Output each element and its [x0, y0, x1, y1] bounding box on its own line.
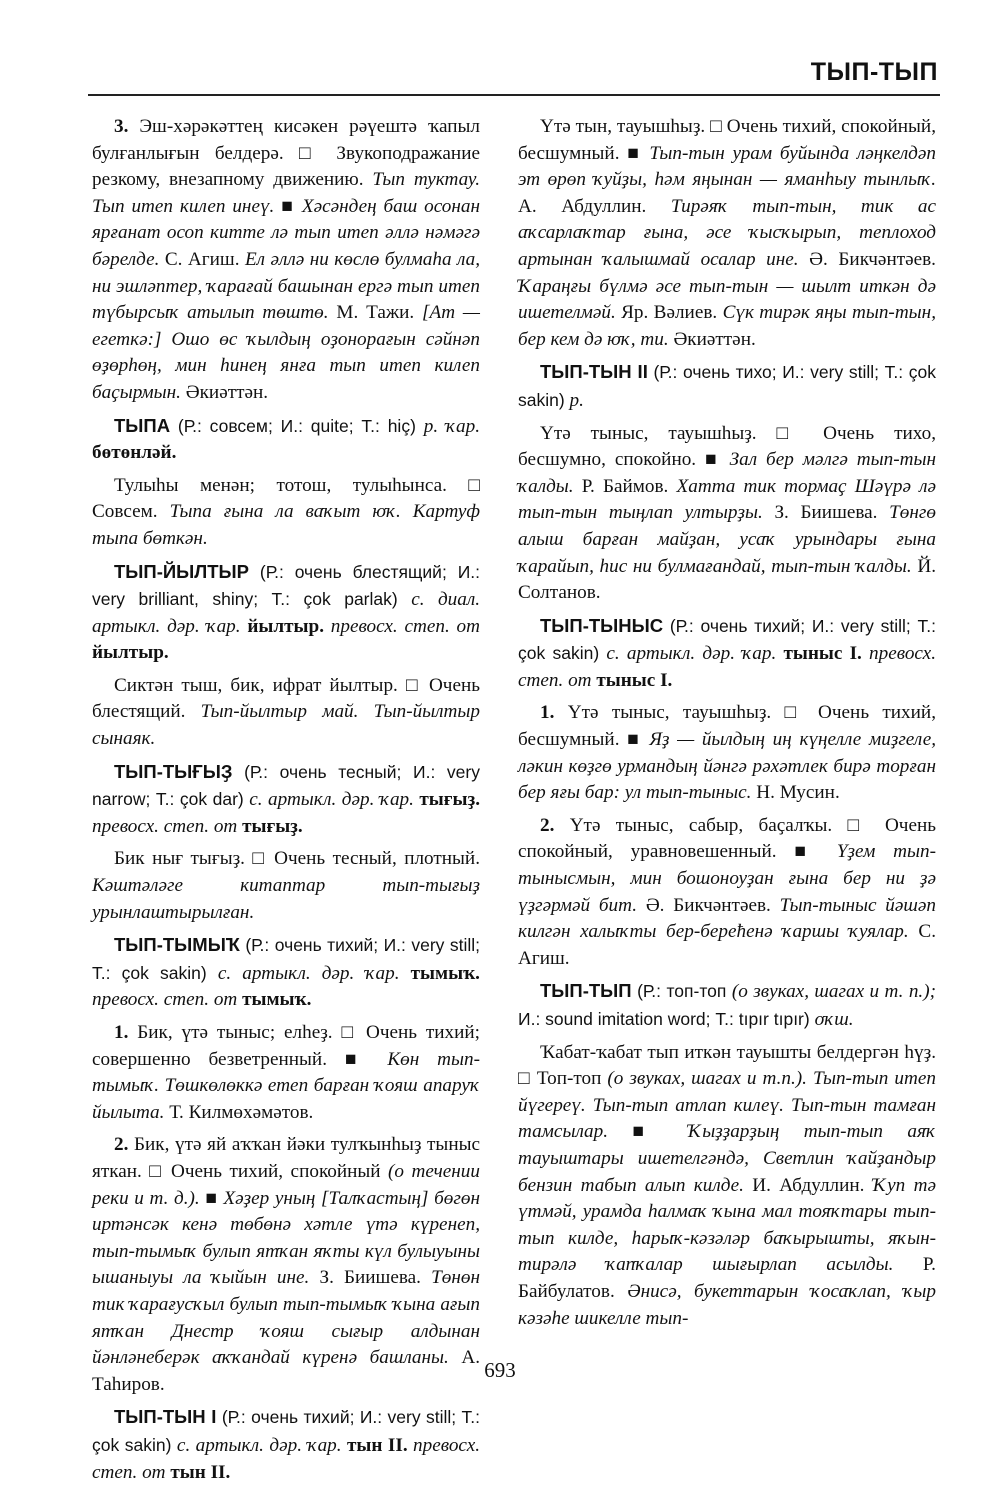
- dictionary-entry: ТЫП-ТЫН II (Р.: очень тихо; И.: very still; Т.: çok sakin) р.: [518, 361, 936, 411]
- dictionary-entry: ТЫП-ТЫН I (Р.: очень тихий; И.: very still; Т.: çok sakin) с. артыкл. дәр. ҡар. тын II. превосх. степ. от тын II.: [92, 1406, 481, 1483]
- entry-definition: Ҡабат-ҡабат тып иткән тауышты белдергән һүҙ. □ Топ-топ (о звуках, шагах и т.п.). Тып-тып итеп йүгереү. Тып-тып атлап килеү. Тып-тын тамған тамсылар. ■ Ҡыҙҙарҙың тып-тып аяҡ тауыштары ишетелгәндә, Светлин ҡайҙандыр бензин табып алып килде. И. Абдуллин. Ҡуп тә үтмәй, урамда һалмаҡ ҡына мал тояҡтары тып-тып килде, һарыҡ-кәзәләр баҡырышты, яҡын-тирәлә ҡапҡалар шығырлап асылды. Р. Байбулатов. Әнисә, букеттарын ҡосаҡлап, ҡыр кәзәһе шикелле тып-: [518, 1041, 936, 1329]
- entry-definition: Үтә тыныс, тауышһыҙ. □ Очень тихо, бесшумно, спокойно. ■ Зал бер мәлгә тып-тын ҡалды. Р. Баймов. Хатта тик тормаҫ Шәүрә лә тып-тын тыңлап ултырҙы. З. Биишева. Төнгө алыш барған майҙан, усаҡ урындары ғына ҡарайып, һис ни булмағандай, тып-тын ҡалды. Й. Солтанов.: [518, 422, 937, 604]
- dictionary-entry: ТЫП-ЙЫЛТЫР (Р.: очень блестящий; И.: very brilliant, shiny; Т.: çok parlak) с. диал. артыкл. дәр. ҡар. йылтыр. превосх. степ. от йылтыр.: [92, 560, 480, 664]
- dictionary-entry: ТЫП-ТЫП (Р.: топ-топ (о звуках, шагах и т. п.); И.: sound imitation word; Т.: tıpır tıpır) оҡш.: [518, 980, 937, 1030]
- entry-definition: Үтә тын, тауышһыҙ. □ Очень тихий, спокойный, бесшумный. ■ Тып-тын урам буйында ләңкелдәп эт өрөп ҡуйҙы, һәм яңынан — яманһыу тынлыҡ. А. Абдуллин. Тирәяҡ тып-тын, тик ас аҡсарлаҡтар ғына, әсе ҡысҡырып, теплоход артынан ҡалышмай осалар ине. Ә. Бикчәнтәев. Ҡараңғы бүлмә әсе тып-тын — шылт иткән дә ишетелмәй. Яр. Вәлиев. Сүк тирәк яңы тып-тын, бер кем дә юҡ, ти. Әкиәттән.: [518, 116, 937, 350]
- headword: ТЫП-ТЫП: [540, 980, 632, 1002]
- entry-sense: 2. Үтә тыныс, сабыр, баҫалҡы. □ Очень спокойный, уравновешенный. ■ Үҙем тып-тынысмын, мин бошоноуҙан ғына бер ни ҙә үҙгәрмәй бит. Ә. Бикчәнтәев. Тып-тыныс йәшәп килгән халыҡты бер-берећенә ҡаршы ҡуялар. С. Агиш.: [518, 814, 936, 969]
- entry-definition: Бик нығ тығыҙ. □ Очень тесный, плотный. Кәштәләге китаптар тып-тығыҙ урынлаштырылған.: [92, 848, 480, 923]
- headword: ТЫП-ТЫН I: [114, 1406, 217, 1428]
- entry-sense: 3. Эш-хәрәкәттең кисәкен рәүештә ҡапыл булғанлығын белдерә. □ Звукоподражание резкому, внезапному движению. Тып туктау. Тып итеп килеп инеү. ■ Хәсәндең баш осонан ярғанат осоп китте лә тып итеп әллә нәмәгә бәрелде. С. Агиш. Ел әллә ни көслө булмаһа ла, ни эшләптер, ҡарағай башынан ергә тып итеп түбырсыҡ атылып төштө. М. Тажи. [Ат — егеткә:] Ошо өс ҡылдың оҙонорағын сәйнәп өҙөрһөң, мин һинең янға тып итеп килеп баҫырмын. Әкиәттән.: [92, 116, 481, 403]
- entry-sense: 1. Бик, үтә тыныс; елһеҙ. □ Очень тихий; совершенно безветренный. ■ Көн тып-тымыҡ. Төшкөлөккә етеп барған ҡояш апаруҡ йылыта. Т. Килмөхәмәтов.: [92, 1022, 480, 1123]
- entry-definition: Сиктән тыш, бик, ифрат йылтыр. □ Очень блестящий. Тып-йылтыр май. Тып-йылтыр сынаяк.: [92, 674, 480, 750]
- headword: ТЫП-ТЫҒЫҘ: [114, 760, 233, 782]
- headword: ТЫП-ТЫН II: [540, 361, 648, 383]
- running-header: ТЫП-ТЫП: [810, 58, 938, 86]
- dictionary-entry: ТЫП-ТЫҒЫҘ (Р.: очень тесный; И.: very narrow; Т.: çok dar) с. артыкл. дәр. ҡар. тығыҙ. превосх. степ. от тығыҙ.: [92, 760, 480, 837]
- headword: ТЫП-ЙЫЛТЫР: [114, 560, 250, 582]
- dictionary-entry: ТЫПА (Р.: совсем; И.: quite; Т.: hiç) р. ҡар. бөтөнләй.: [92, 414, 480, 464]
- dictionary-entry: ТЫП-ТЫМЫҠ (Р.: очень тихий; И.: very still; Т.: çok sakin) с. артыкл. дәр. ҡар. тымыҡ. превосх. степ. от тымыҡ.: [92, 934, 480, 1011]
- left-column: [92, 114, 480, 1492]
- header-divider: [88, 94, 940, 96]
- page-number: 693: [484, 1358, 516, 1382]
- entry-sense: 1. Үтә тыныс, тауышһыҙ. □ Очень тихий, бесшумный. ■ Яҙ — йылдың иң күңелле миҙгеле, ләкин көҙгө урмандың йәнгә рәхәтлек бирә торған бер яғы бар: ул тып-тыныс. Н. Мусин.: [518, 702, 937, 804]
- headword: ТЫП-ТЫМЫҠ: [114, 934, 240, 956]
- headword: ТЫПА: [114, 414, 171, 436]
- dictionary-entry: ТЫП-ТЫНЫС (Р.: очень тихий; И.: very still; Т.: çok sakin) с. артыкл. дәр. ҡар. тыныс I. превосх. степ. от тыныс I.: [518, 614, 936, 691]
- entry-definition: Тулыһы менән; тотош, тулыһынса. □ Совсем. Тыпа ғына ла ваҡыт юҡ. Картуф тыпа бөткән.: [92, 474, 480, 549]
- entry-sense: 2. Бик, үтә яй аҡҡан йәки тулҡынһыҙ тыныс яткан. □ Очень тихий, спокойный (о течении реки и т. д.). ■ Хәҙер уның [Талҡастың] бөгөн иртәнсәк кенә төбөнә хәтле үтә күренеп, тып-тымыҡ булып ятҡан яҡты күл булыуыны ышаныуы ла ҡыйын ине. З. Биишева. Төнөн тик ҡарағусҡыл булып тып-тымыҡ ҡына ағып ятҡан Днестр ҡояш сығыр алдынан йәнләнеберәк аҡҡандай күренә башланы. А. Таһиров.: [92, 1134, 480, 1395]
- headword: ТЫП-ТЫНЫС: [540, 614, 664, 636]
- right-column: [518, 114, 936, 1338]
